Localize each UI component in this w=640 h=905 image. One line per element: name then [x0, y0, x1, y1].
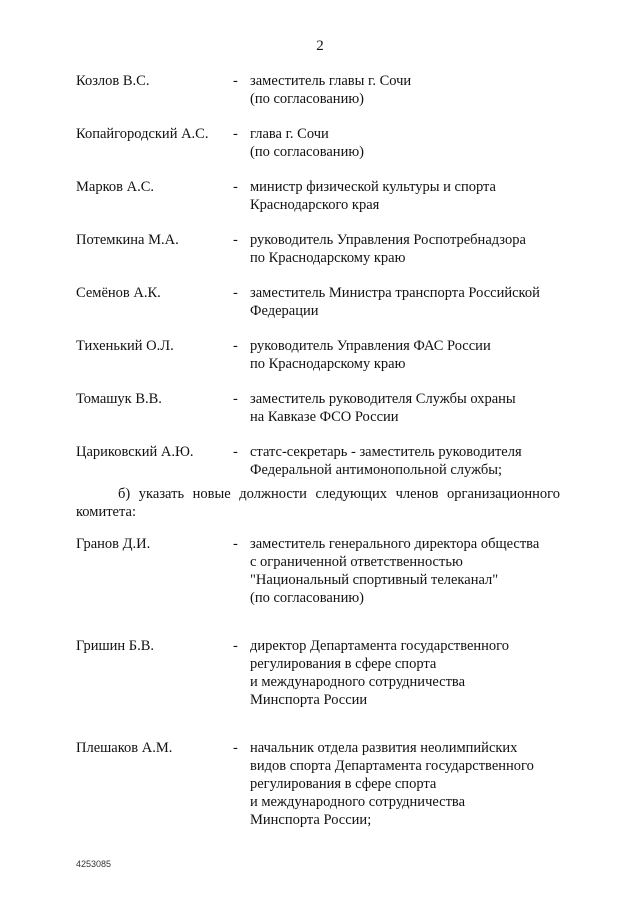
member-entry — [76, 390, 566, 426]
member-name: Семёнов А.К. — [76, 285, 161, 301]
member-position: министр физической культуры и спорта Краснодарского края — [250, 179, 496, 213]
member-entry — [76, 284, 566, 320]
member-dash: - — [233, 638, 238, 654]
member-name: Плешаков А.М. — [76, 740, 173, 756]
member-position: заместитель Министра транспорта Российской Федерации — [250, 285, 540, 319]
member-entry — [76, 443, 566, 479]
member-entry — [76, 535, 566, 607]
section-b-paragraph: б) указать новые должности следующих членов организационного комитета: — [76, 486, 560, 520]
member-dash: - — [233, 179, 238, 195]
page-number: 2 — [316, 38, 324, 54]
member-position: заместитель главы г. Сочи (по согласованию) — [250, 73, 412, 107]
member-entry — [76, 739, 566, 829]
member-name: Томашук В.В. — [76, 391, 162, 407]
member-name: Копайгородский А.С. — [76, 126, 209, 142]
member-position: директор Департамента государственного регулирования в сфере спорта и международного сотрудничества Минспорта России — [250, 638, 510, 708]
member-dash: - — [233, 740, 238, 756]
member-name: Тихенький О.Л. — [76, 338, 174, 354]
member-position: руководитель Управления Роспотребнадзора по Краснодарскому краю — [250, 232, 526, 266]
member-dash: - — [233, 73, 238, 89]
member-entry — [76, 637, 566, 709]
member-name: Потемкина М.А. — [76, 232, 179, 248]
member-position: руководитель Управления ФАС России по Краснодарскому краю — [250, 338, 491, 372]
member-name: Марков А.С. — [76, 179, 155, 195]
member-dash: - — [233, 391, 238, 407]
member-dash: - — [233, 536, 238, 552]
member-entry — [76, 72, 566, 108]
member-entry — [76, 231, 566, 267]
member-dash: - — [233, 126, 238, 142]
member-name: Цариковский А.Ю. — [76, 444, 194, 460]
member-entry — [76, 125, 566, 161]
members-list-part2 — [76, 535, 566, 859]
member-name: Козлов В.С. — [76, 73, 150, 89]
member-position: заместитель руководителя Службы охраны на Кавказе ФСО России — [250, 391, 516, 425]
member-position: статс-секретарь - заместитель руководителя Федеральной антимонопольной службы; — [250, 444, 522, 478]
member-dash: - — [233, 232, 238, 248]
member-name: Гришин Б.В. — [76, 638, 155, 654]
document-code: 4253085 — [76, 859, 112, 869]
member-dash: - — [233, 444, 238, 460]
member-position: заместитель генерального директора общества с ограниченной ответственностью "Национальный спортивный телеканал" (по согласованию) — [250, 536, 540, 606]
member-name: Гранов Д.И. — [76, 536, 151, 552]
member-dash: - — [233, 285, 238, 301]
members-list-part1 — [76, 72, 566, 479]
member-entry — [76, 178, 566, 214]
member-position: глава г. Сочи (по согласованию) — [250, 126, 364, 160]
member-dash: - — [233, 338, 238, 354]
member-entry — [76, 337, 566, 373]
member-position: начальник отдела развития неолимпийских видов спорта Департамента государственного регулирования в сфере спорта и международного сотрудничества Минспорта России; — [250, 740, 534, 828]
